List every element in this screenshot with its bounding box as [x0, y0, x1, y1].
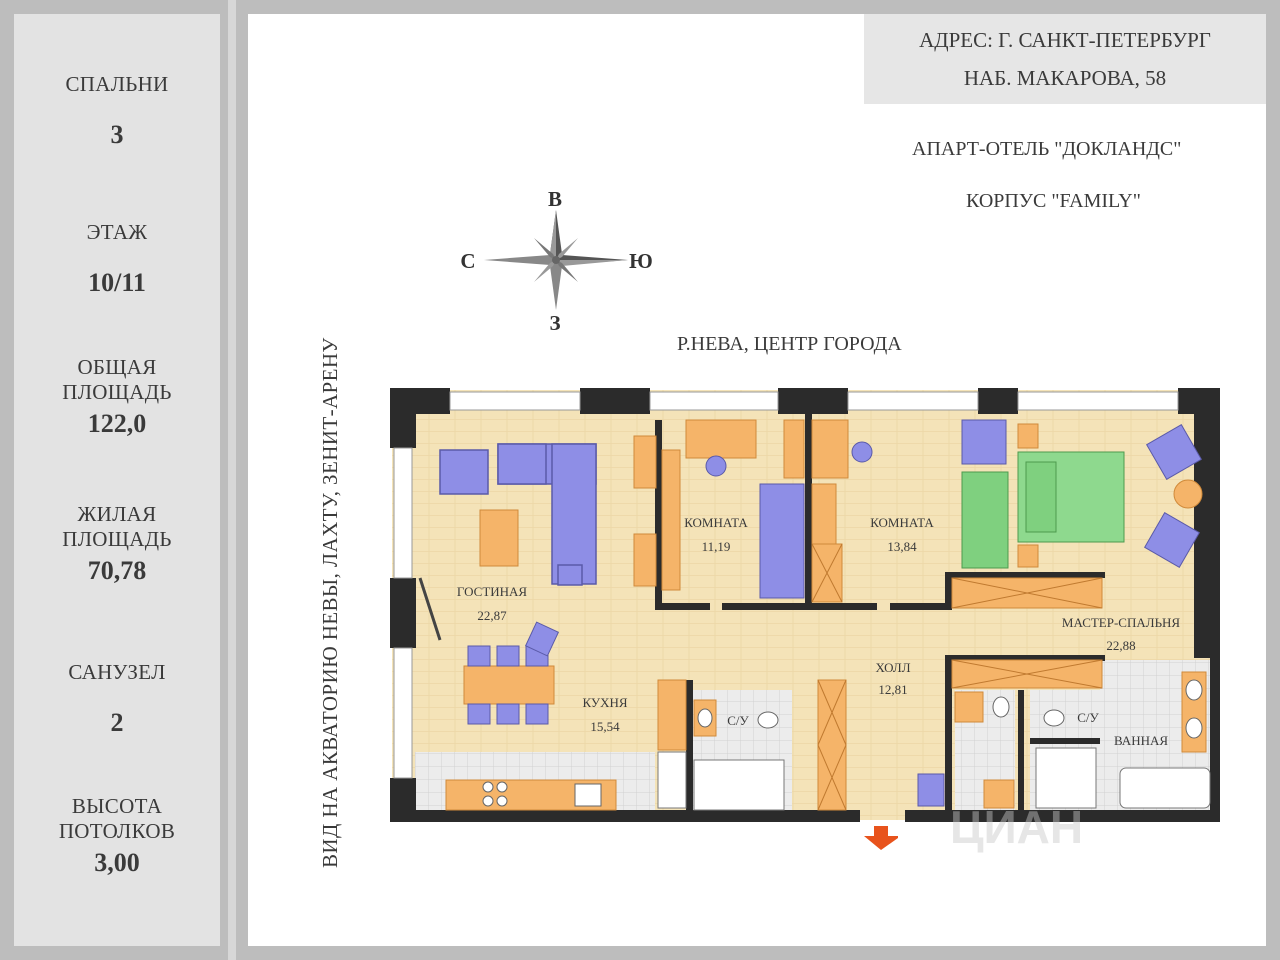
- room-name: КОМНАТА: [870, 515, 934, 530]
- watermark: ЦИАН: [950, 801, 1084, 853]
- room-name: КУХНЯ: [582, 695, 628, 710]
- stat-value: 122,0: [87, 409, 147, 438]
- view-side-label: ВИД НА АКВАТОРИЮ НЕВЫ, ЛАХТУ, ЗЕНИТ-АРЕНУ: [318, 337, 342, 868]
- wardrobe: [662, 450, 680, 590]
- room-name: С/У: [1077, 710, 1099, 725]
- compass-west: С: [460, 249, 476, 273]
- stat-label: ОБЩАЯ ПЛОЩАДЬ: [62, 355, 172, 404]
- stat-value: 2: [110, 708, 124, 737]
- hall-wardrobe: [818, 680, 846, 810]
- stat-label: САНУЗЕЛ: [68, 660, 166, 684]
- sink: [575, 784, 601, 806]
- stat-label: СПАЛЬНИ: [65, 72, 169, 96]
- desk: [686, 420, 756, 458]
- stat-label: ВЫСОТА ПОТОЛКОВ: [58, 794, 176, 843]
- building-name: КОРПУС "FAMILY": [966, 190, 1141, 212]
- wardrobe: [812, 484, 836, 544]
- room-name: ГОСТИНАЯ: [456, 584, 528, 599]
- washbasin: [993, 697, 1009, 717]
- cabinet: [784, 420, 804, 478]
- dining-table: [464, 666, 554, 704]
- bench: [962, 472, 1008, 568]
- stat-label: ЭТАЖ: [86, 220, 148, 244]
- room-area: 12,81: [878, 682, 908, 697]
- appliance: [658, 752, 686, 808]
- shower: [694, 760, 784, 810]
- desk-chair: [852, 442, 872, 462]
- washbasin: [698, 709, 712, 727]
- stat-value: 3: [110, 120, 124, 149]
- bathtub: [1120, 768, 1210, 808]
- room-area: 15,54: [590, 719, 620, 734]
- toilet: [758, 712, 778, 728]
- cabinet: [658, 680, 686, 750]
- compass-south: З: [549, 311, 561, 335]
- cabinet: [634, 534, 656, 586]
- room-area: 13,84: [887, 539, 917, 554]
- desk: [812, 420, 848, 478]
- washbasin: [1186, 718, 1202, 738]
- room-name: КОМНАТА: [684, 515, 748, 530]
- room-area: 22,87: [477, 608, 507, 623]
- desk-chair: [706, 456, 726, 476]
- room-name: МАСТЕР-СПАЛЬНЯ: [1061, 615, 1181, 630]
- stat-value: 70,78: [87, 556, 147, 585]
- hotel-name: АПАРТ-ОТЕЛЬ "ДОКЛАНДС": [912, 138, 1182, 160]
- cabinet: [634, 436, 656, 488]
- address-line-1: АДРЕС: Г. САНКТ-ПЕТЕРБУРГ: [919, 28, 1211, 52]
- room-area: 11,19: [701, 539, 731, 554]
- pillows: [1026, 462, 1056, 532]
- entrance-arrow-icon: [864, 836, 898, 850]
- room-name: С/У: [727, 713, 749, 728]
- coffee-table: [480, 510, 518, 566]
- sofa-bed: [760, 484, 804, 598]
- nightstand: [1018, 424, 1038, 448]
- shower: [1036, 748, 1096, 808]
- cabinet: [955, 692, 983, 722]
- room-name: ВАННАЯ: [1113, 733, 1169, 748]
- compass-rose-icon: [484, 210, 628, 310]
- washbasin: [1186, 680, 1202, 700]
- armchair: [962, 420, 1006, 464]
- side-table: [1174, 480, 1202, 508]
- stat-value: 3,00: [94, 848, 140, 877]
- compass-east: Ю: [629, 249, 653, 273]
- entrance-arrow-icon: [874, 826, 888, 838]
- nightstand: [1018, 545, 1038, 567]
- compass-north: В: [547, 187, 563, 211]
- washer: [918, 774, 944, 806]
- room-name: ХОЛЛ: [875, 660, 911, 675]
- stat-label: ЖИЛАЯ ПЛОЩАДЬ: [62, 502, 172, 551]
- view-top-label: Р.НЕВА, ЦЕНТР ГОРОДА: [677, 333, 902, 355]
- stat-value: 10/11: [88, 268, 146, 297]
- address-line-2: НАБ. МАКАРОВА, 58: [963, 66, 1167, 90]
- room-area: 22,88: [1106, 638, 1136, 653]
- toilet: [1044, 710, 1064, 726]
